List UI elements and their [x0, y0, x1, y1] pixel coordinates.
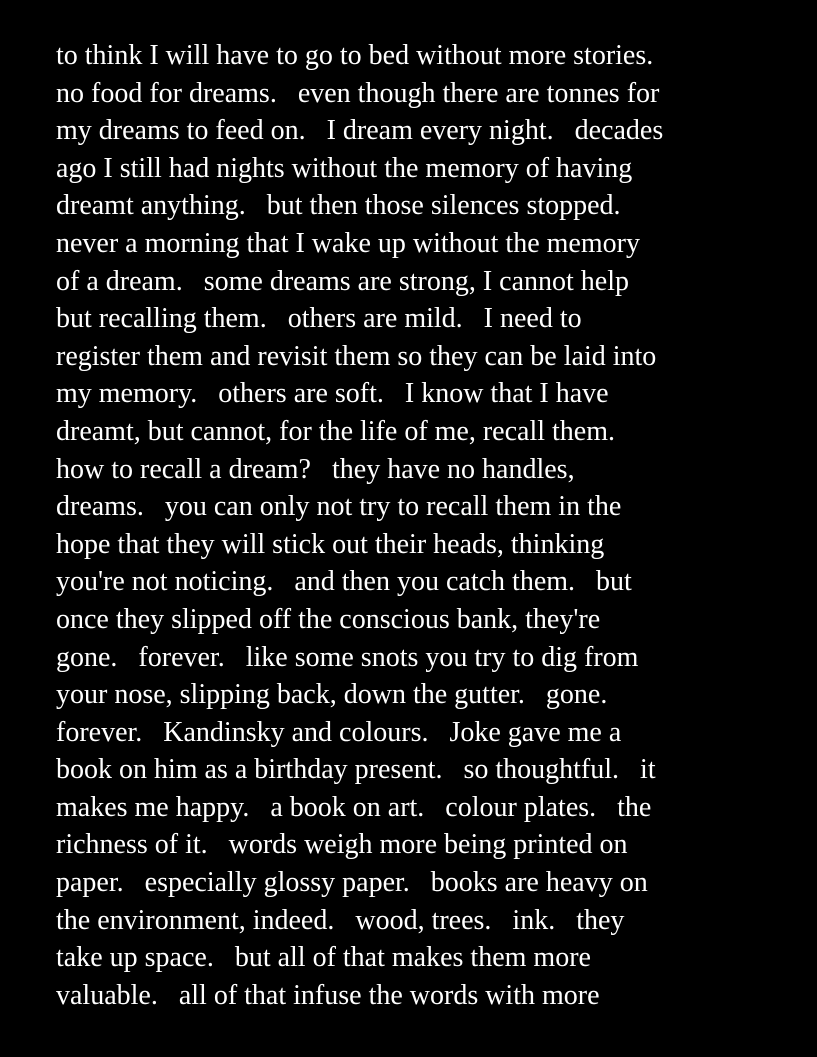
text-line: ago I still had nights without the memory of having	[56, 152, 633, 184]
body-text	[56, 37, 796, 1014]
text-line: hope that they will stick out their heads, thinking	[56, 528, 605, 560]
text-line: richness of it. words weigh more being printed on	[56, 829, 628, 861]
text-line: but recalling them. others are mild. I need to	[56, 303, 582, 335]
text-line: valuable. all of that infuse the words with more	[56, 979, 600, 1011]
text-line: book on him as a birthday present. so thoughtful. it	[56, 754, 656, 786]
text-line: register them and revisit them so they can be laid into	[56, 340, 657, 372]
text-line: no food for dreams. even though there are tonnes for	[56, 77, 660, 109]
text-line: how to recall a dream? they have no handles,	[56, 453, 575, 485]
text-line: paper. especially glossy paper. books are heavy on	[56, 867, 648, 899]
text-line: you're not noticing. and then you catch them. but	[56, 566, 632, 598]
text-line: dreamt anything. but then those silences stopped.	[56, 190, 621, 222]
text-line: your nose, slipping back, down the gutter. gone.	[56, 679, 608, 711]
text-line: my memory. others are soft. I know that I have	[56, 378, 609, 410]
text-line: to think I will have to go to bed without more stories.	[56, 40, 654, 71]
text-line: forever. Kandinsky and colours. Joke gave me a	[56, 716, 622, 748]
text-line: dreamt, but cannot, for the life of me, recall them.	[56, 415, 616, 447]
text-line: never a morning that I wake up without the memory	[56, 227, 640, 259]
text-line: dreams. you can only not try to recall them in the	[56, 491, 622, 523]
text-line: my dreams to feed on. I dream every night. decades	[56, 115, 664, 147]
text-line: of a dream. some dreams are strong, I cannot help	[56, 265, 630, 297]
text-line: makes me happy. a book on art. colour plates. the	[56, 791, 652, 823]
text-line: gone. forever. like some snots you try to dig from	[56, 641, 639, 673]
text-line: take up space. but all of that makes them more	[56, 942, 591, 974]
text-line: the environment, indeed. wood, trees. ink. they	[56, 904, 625, 936]
text-line: once they slipped off the conscious bank, they're	[56, 603, 601, 635]
